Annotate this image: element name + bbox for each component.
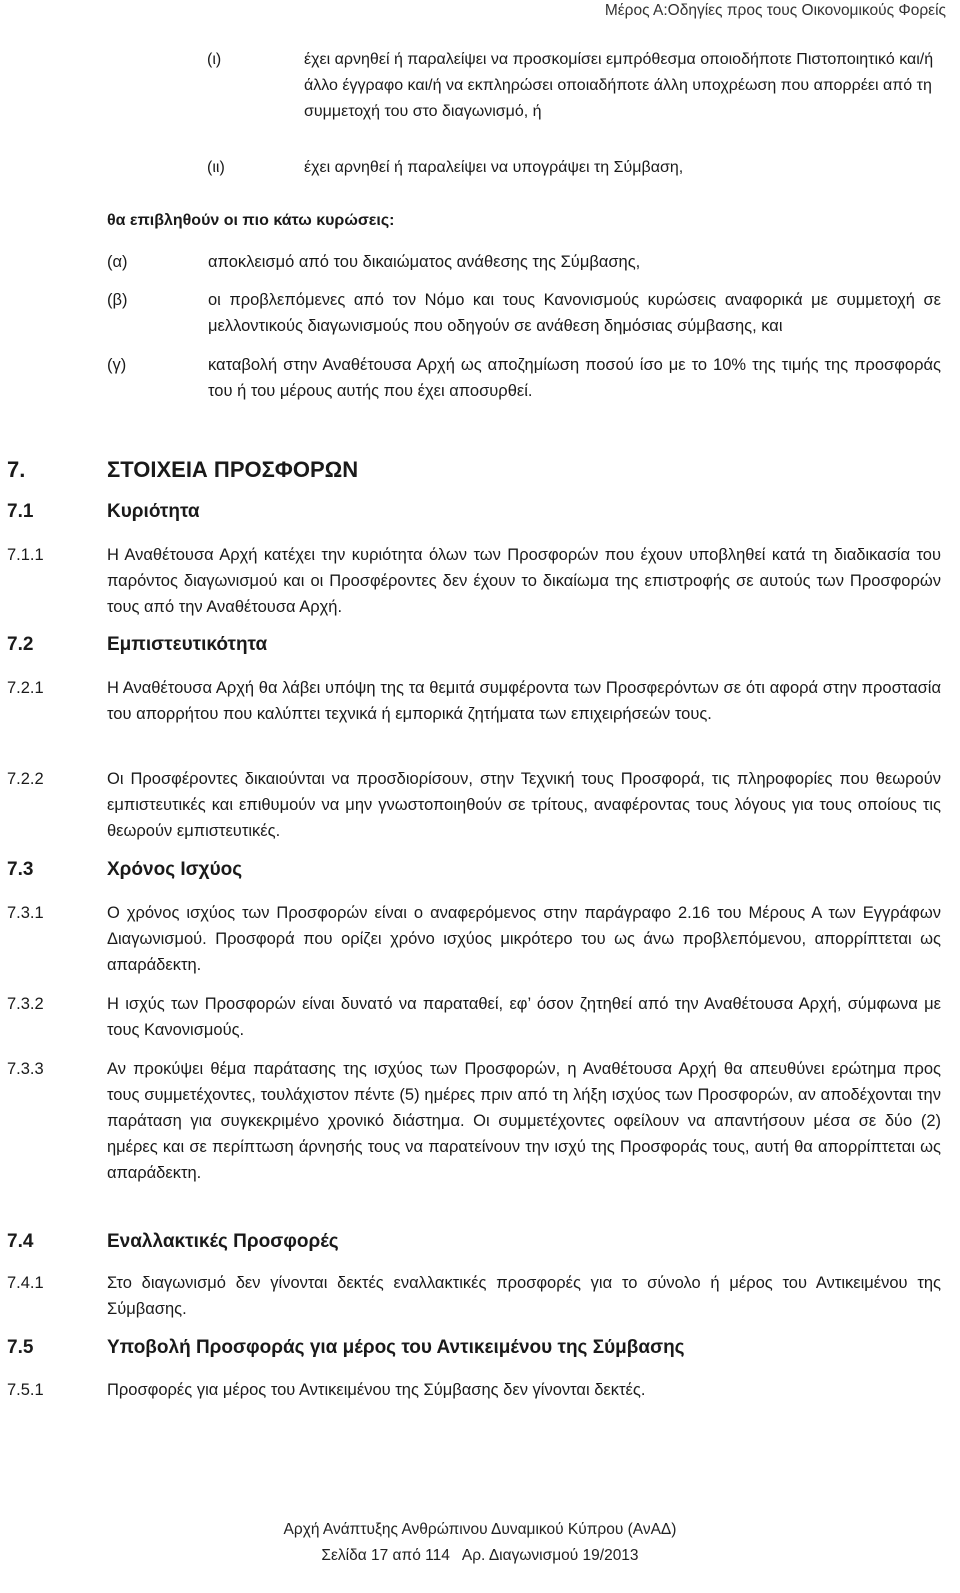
paragraph-text: Η ισχύς των Προσφορών είναι δυνατό να παραταθεί, εφ’ όσον ζητηθεί από την Αναθέτουσα Αρχή, σύμφωνα με τους Κανονισμούς. [107,995,941,1039]
section-title: ΣΤΟΙΧΕΙΑ ΠΡΟΣΦΟΡΩΝ [107,457,359,482]
sanction-label: (γ) [107,356,127,374]
paragraph-number: 7.3.3 [7,1060,44,1078]
page-header: Μέρος Α:Οδηγίες προς τους Οικονομικούς Φορείς [604,2,946,19]
paragraph-number: 7.4.1 [7,1274,44,1292]
intro-item-text: έχει αρνηθεί ή παραλείψει να υπογράψει τη Σύμβαση, [304,159,684,176]
paragraph-text: Αν προκύψει θέμα παράτασης της ισχύος των Προσφορών, η Αναθέτουσα Αρχή θα απευθύνει ερώτημα προς τους συμμετέχοντες, τουλάχιστον πέντε (5) ημέρες πριν από τη λήξη ισχύος των Προσφορών, αν αποδέχονται την παράταση για συγκεκριμένο χρονικό διάστημα. Οι συμμετέχοντες οφείλουν να απαντήσουν μέσα σε δύο (2) ημέρες και σε περίπτωση άρνησής τους να παρατείνουν την ισχύ της Προσφοράς τους, αυτή θα απορρίπτεται ως απαράδεκτη. [107,1060,941,1182]
intro-item-label: (ιι) [207,159,225,176]
paragraph-number: 7.5.1 [7,1381,44,1399]
intro-item-label: (ι) [207,51,222,68]
section-number: 7. [7,457,26,482]
subsection-number: 7.3 [7,859,34,880]
footer-organization: Αρχή Ανάπτυξης Ανθρώπινου Δυναμικού Κύπρου (ΑνΑΔ) [283,1521,677,1538]
subsection-number: 7.1 [7,501,34,522]
paragraph-number: 7.2.2 [7,770,44,788]
paragraph-number: 7.3.1 [7,904,44,922]
paragraph-text: Η Αναθέτουσα Αρχή θα λάβει υπόψη της τα θεμιτά συμφέροντα των Προσφερόντων σε ότι αφορά στην προστασία του απορρήτου που καλύπτει τεχνικά ή εμπορικά ζητήματα των επιχειρήσεών τους. [107,679,941,723]
paragraph-text: Προσφορές για μέρος του Αντικειμένου της Σύμβασης δεν γίνονται δεκτές. [107,1381,646,1399]
paragraph-text: Η Αναθέτουσα Αρχή κατέχει την κυριότητα όλων των Προσφορών που έχουν υποβληθεί κατά τη διαδικασία του παρόντος διαγωνισμού και οι Προσφέροντες δεν έχουν το δικαίωμα της επιστροφής σε αυτούς των Προσφορών τους από την Αναθέτουσα Αρχή. [107,546,941,616]
footer-page-info: Σελίδα 17 από 114 Αρ. Διαγωνισμού 19/2013 [321,1547,639,1564]
sanction-label: (α) [107,253,128,271]
subsection-title: Κυριότητα [107,501,200,522]
sanction-label: (β) [107,291,128,309]
intro-item-text: έχει αρνηθεί ή παραλείψει να προσκομίσει εμπρόθεσμα οποιοδήποτε Πιστοποιητικό και/ή άλλο έγγραφο και/ή να εκπληρώσει οποιαδήποτε άλλη υποχρέωση που απορρέει από τη συμμετοχή του στο διαγωνισμό, ή [304,51,934,120]
sanctions-heading: θα επιβληθούν οι πιο κάτω κυρώσεις: [107,212,395,229]
paragraph-number: 7.1.1 [7,546,44,564]
subsection-number: 7.2 [7,634,34,655]
subsection-number: 7.4 [7,1231,34,1252]
paragraph-text: Οι Προσφέροντες δικαιούνται να προσδιορίσουν, στην Τεχνική τους Προσφορά, τις πληροφορίες που θεωρούν εμπιστευτικές και επιθυμούν να μην γνωστοποιηθούν σε τρίτους, αναφέροντας τους λόγους για τους οποίους τις θεωρούν εμπιστευτικές. [107,770,941,840]
sanction-text: οι προβλεπόμενες από τον Νόμο και τους Κανονισμούς κυρώσεις αναφορικά με συμμετοχή σε μελλοντικούς διαγωνισμούς που οδηγούν σε ανάθεση δημόσιας σύμβασης, και [208,291,941,335]
sanction-text: καταβολή στην Αναθέτουσα Αρχή ως αποζημίωση ποσού ίσο με το 10% της τιμής της προσφοράς του ή του μέρους αυτής που έχει αποσυρθεί. [208,356,941,400]
subsection-title: Εμπιστευτικότητα [107,634,268,655]
paragraph-number: 7.3.2 [7,995,44,1013]
subsection-number: 7.5 [7,1337,34,1358]
subsection-title: Εναλλακτικές Προσφορές [107,1231,339,1252]
paragraph-text: Στο διαγωνισμό δεν γίνονται δεκτές εναλλακτικές προσφορές για το σύνολο ή μέρος του Αντικειμένου της Σύμβασης. [107,1274,941,1318]
paragraph-number: 7.2.1 [7,679,44,697]
sanction-text: αποκλεισμό από του δικαιώματος ανάθεσης της Σύμβασης, [208,253,641,271]
subsection-title: Χρόνος Ισχύος [107,859,243,880]
paragraph-text: Ο χρόνος ισχύος των Προσφορών είναι ο αναφερόμενος στην παράγραφο 2.16 του Μέρους Α των Εγγράφων Διαγωνισμού. Προσφορά που ορίζει χρόνο ισχύος μικρότερο του ως άνω προβλεπόμενου, απορρίπτεται ως απαράδεκτη. [107,904,941,974]
subsection-title: Υποβολή Προσφοράς για μέρος του Αντικειμένου της Σύμβασης [107,1337,685,1358]
